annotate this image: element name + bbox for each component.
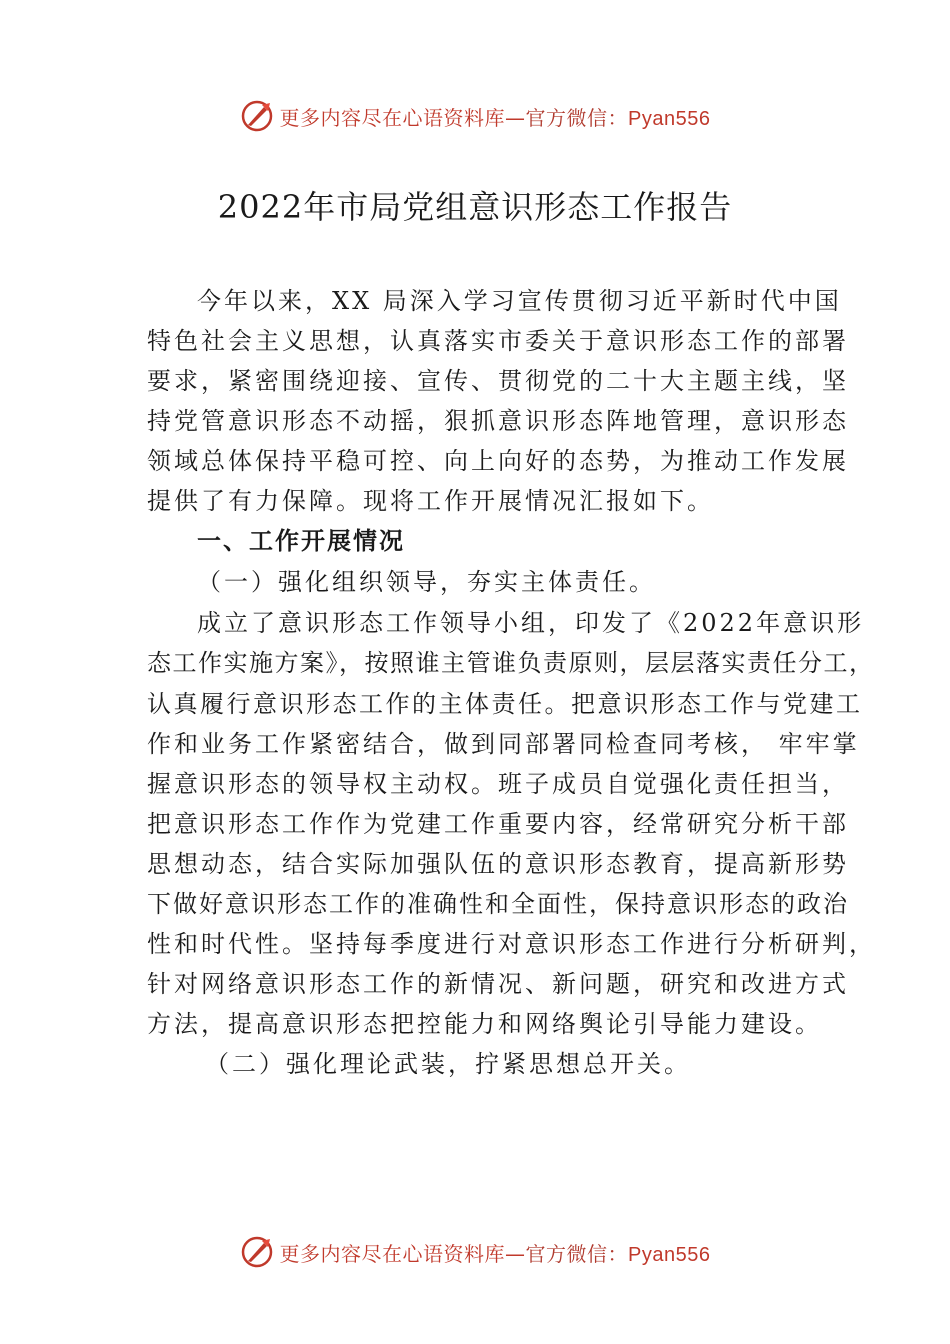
paragraph-line: 下做好意识形态工作的准确性和全面性，保持意识形态的政治: [147, 890, 849, 918]
quill-logo-icon: [240, 1235, 274, 1269]
quill-logo-icon: [240, 99, 274, 133]
watermark-footer: [0, 1232, 950, 1272]
paragraph-line: 作和业务工作紧密结合，做到同部署同检查同考核， 牢牢掌: [147, 730, 860, 758]
watermark-text: 更多内容尽在心语资料库—官方微信：Pyan556: [279, 105, 711, 130]
paragraph-line: 成立了意识形态工作领导小组，印发了《2022年意识形: [197, 609, 865, 637]
section-heading: 一、工作开展情况: [197, 527, 405, 555]
watermark-header: [0, 96, 950, 136]
subsection-heading: （一）强化组织领导，夯实主体责任。: [197, 568, 656, 596]
subsection-heading: （二）强化理论武装，拧紧思想总开关。: [205, 1050, 691, 1078]
paragraph-line: 今年以来，XX 局深入学习宣传贯彻习近平新时代中国: [197, 287, 842, 315]
watermark-text: 更多内容尽在心语资料库—官方微信：Pyan556: [279, 1241, 711, 1266]
paragraph-line: 持党管意识形态不动摇，狠抓意识形态阵地管理，意识形态: [147, 407, 849, 435]
paragraph-line: 认真履行意识形态工作的主体责任。把意识形态工作与党建工: [147, 690, 863, 718]
paragraph-line: 握意识形态的领导权主动权。班子成员自觉强化责任担当，: [147, 770, 849, 798]
paragraph-line: 针对网络意识形态工作的新情况、新问题，研究和改进方式: [147, 970, 849, 998]
paragraph-line: 领域总体保持平稳可控、向上向好的态势，为推动工作发展: [147, 447, 849, 475]
paragraph-line: 特色社会主义思想，认真落实市委关于意识形态工作的部署: [147, 327, 849, 355]
paragraph-line: 要求，紧密围绕迎接、宣传、贯彻党的二十大主题主线，坚: [147, 367, 849, 395]
paragraph-line: 方法，提高意识形态把控能力和网络舆论引导能力建设。: [147, 1010, 822, 1038]
paragraph-line: 提供了有力保障。现将工作开展情况汇报如下。: [147, 487, 714, 515]
paragraph-line: 性和时代性。坚持每季度进行对意识形态工作进行分析研判，: [147, 930, 876, 958]
paragraph-line: 态工作实施方案》，按照谁主管谁负责原则，层层落实责任分工，: [147, 649, 875, 677]
document-title: 2022年市局党组意识形态工作报告: [217, 188, 733, 226]
paragraph-line: 把意识形态工作作为党建工作重要内容，经常研究分析干部: [147, 810, 849, 838]
paragraph-line: 思想动态，结合实际加强队伍的意识形态教育，提高新形势: [147, 850, 849, 878]
